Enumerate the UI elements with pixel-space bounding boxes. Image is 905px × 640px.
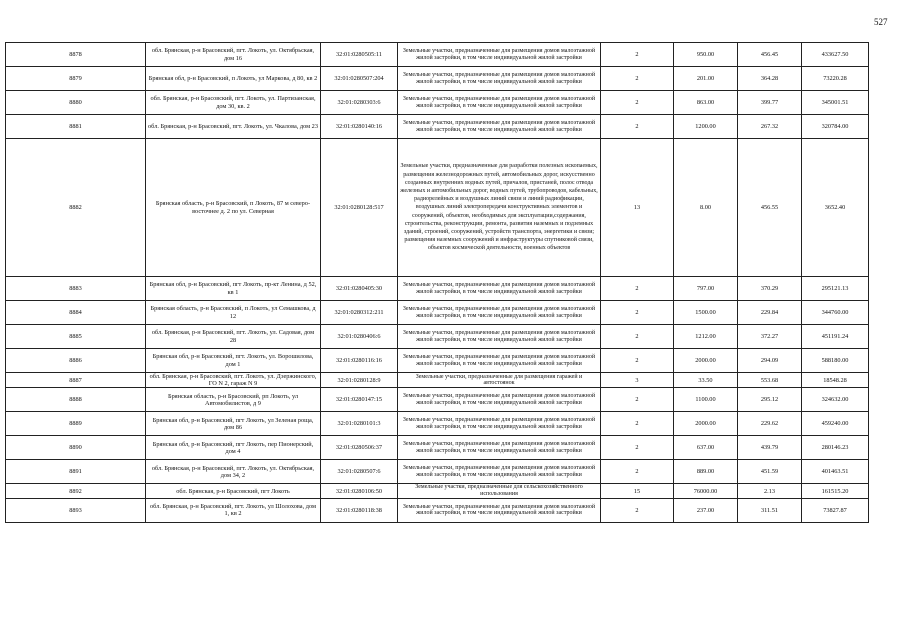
table-row [6,460,869,484]
cadastral-number-cell: 32:01:0280118:38 [321,498,398,522]
purpose-group-cell: 2 [601,301,674,325]
address-cell: Брянская обл, р-н Брасовский, пгт Локоть, пр-кт Ленина, д 52, кв 1 [146,277,321,301]
specific-value-cell: 267.32 [738,115,802,139]
address-cell: обл. Брянская, р-н Брасовский, пгт Локоть [146,484,321,498]
cadastral-value-cell: 433627.50 [802,43,869,67]
cadastral-number-cell: 32:01:0280106:50 [321,484,398,498]
specific-value-cell: 456.55 [738,139,802,277]
cadastral-value-cell: 73827.87 [802,498,869,522]
address-cell: обл. Брянская, р-н Брасовский, пгт. Локоть, ул Шолохова, дом 1, кв 2 [146,498,321,522]
purpose-group-cell: 2 [601,349,674,373]
row-number: 8892 [6,484,146,498]
area-cell: 8.00 [674,139,738,277]
table-row [6,484,869,498]
cadastral-number-cell: 32:01:0280147:15 [321,388,398,412]
table-row [6,139,869,277]
cadastral-number-cell: 32:01:0280312:211 [321,301,398,325]
land-purpose-cell: Земельные участки, предназначенные для размещения домов малоэтажной жилой застройки, в том числе индивидуальной жилой застройки [398,67,601,91]
address-cell: обл. Брянская, р-н Брасовский, пгт. Локоть, ул. Октябрьская, дом 34, 2 [146,460,321,484]
area-cell: 1212.00 [674,325,738,349]
table-row [6,115,869,139]
land-purpose-cell: Земельные участки, предназначенные для размещения домов малоэтажной жилой застройки, в том числе индивидуальной жилой застройки [398,436,601,460]
land-purpose-cell: Земельные участки, предназначенные для размещения домов малоэтажной жилой застройки, в том числе индивидуальной жилой застройки [398,412,601,436]
cadastral-value-cell: 344760.00 [802,301,869,325]
row-number: 8887 [6,373,146,388]
row-number: 8879 [6,67,146,91]
table-body [6,43,869,523]
purpose-group-cell: 2 [601,277,674,301]
area-cell: 950.00 [674,43,738,67]
page-number: 527 [874,17,888,27]
cadastral-value-cell: 320784.00 [802,115,869,139]
row-number: 8888 [6,388,146,412]
address-cell: Брянская область, р-н Брасовский, рп Локоть, ул Автомобилистов, д 9 [146,388,321,412]
land-purpose-cell: Земельные участки, предназначенные для размещения домов малоэтажной жилой застройки, в том числе индивидуальной жилой застройки [398,301,601,325]
address-cell: Брянская обл, р-н Брасовский, пгт. Локоть, ул. Ворошилова, дом 1 [146,349,321,373]
purpose-group-cell: 2 [601,67,674,91]
land-purpose-cell: Земельные участки, предназначенные для размещения домов малоэтажной жилой застройки, в том числе индивидуальной жилой застройки [398,115,601,139]
specific-value-cell: 439.79 [738,436,802,460]
table-row [6,349,869,373]
cadastral-value-cell: 324632.00 [802,388,869,412]
area-cell: 863.00 [674,91,738,115]
purpose-group-cell: 2 [601,325,674,349]
land-purpose-cell: Земельные участки, предназначенные для размещения гаражей и автостоянок [398,373,601,388]
table-row [6,498,869,522]
area-cell: 201.00 [674,67,738,91]
cadastral-value-cell: 451191.24 [802,325,869,349]
cadastral-value-table [5,42,869,523]
purpose-group-cell: 2 [601,498,674,522]
specific-value-cell: 294.09 [738,349,802,373]
cadastral-number-cell: 32:01:0280140:16 [321,115,398,139]
cadastral-number-cell: 32:01:0280505:11 [321,43,398,67]
specific-value-cell: 2.13 [738,484,802,498]
table-row [6,67,869,91]
purpose-group-cell: 13 [601,139,674,277]
table-row [6,373,869,388]
table-row [6,388,869,412]
cadastral-value-cell: 459240.00 [802,412,869,436]
table-row [6,301,869,325]
purpose-group-cell: 2 [601,91,674,115]
address-cell: обл. Брянская, р-н Брасовский, пгт. Локоть, ул. Чкалова, дом 23 [146,115,321,139]
table-row [6,412,869,436]
land-purpose-cell: Земельные участки, предназначенные для разработки полезных ископаемых, размещения железнодорожных путей, автомобильных дорог, искусственно созданных внутренних водных путей, причалов, пристаней, полос отвода железных и автомобильных дорог, водных путей, трубопроводов, кабельных, радиорелейных и воздушных линий связи и линий радиофикации, воздушных линий электропередачи конструктивных элементов и сооружений, объектов, необходимых для эксплуатации,содержания, строительства, реконструкции, ремонта, развития наземных и подземных зданий, строений, сооружений, устройств транспорта, энергетики и связи; размещения наземных сооружений и инфраструктуры спутниковой связи, объектов космической деятельности, военных объектов [398,139,601,277]
purpose-group-cell: 2 [601,43,674,67]
row-number: 8891 [6,460,146,484]
area-cell: 1200.00 [674,115,738,139]
cadastral-number-cell: 32:01:0280116:16 [321,349,398,373]
table-row [6,436,869,460]
specific-value-cell: 451.59 [738,460,802,484]
cadastral-value-cell: 3652.40 [802,139,869,277]
row-number: 8883 [6,277,146,301]
area-cell: 76000.00 [674,484,738,498]
address-cell: Брянская обл, р-н Брасовский, пгт Локоть, пер Пионерский, дом 4 [146,436,321,460]
cadastral-value-cell: 73220.28 [802,67,869,91]
purpose-group-cell: 15 [601,484,674,498]
cadastral-value-cell: 280146.23 [802,436,869,460]
area-cell: 237.00 [674,498,738,522]
specific-value-cell: 364.28 [738,67,802,91]
row-number: 8880 [6,91,146,115]
specific-value-cell: 311.51 [738,498,802,522]
cadastral-value-cell: 588180.00 [802,349,869,373]
purpose-group-cell: 2 [601,388,674,412]
land-purpose-cell: Земельные участки, предназначенные для размещения домов малоэтажной жилой застройки, в том числе индивидуальной жилой застройки [398,388,601,412]
cadastral-value-cell: 345001.51 [802,91,869,115]
area-cell: 33.50 [674,373,738,388]
row-number: 8890 [6,436,146,460]
land-purpose-cell: Земельные участки, предназначенные для размещения домов малоэтажной жилой застройки, в том числе индивидуальной жилой застройки [398,460,601,484]
table-row [6,91,869,115]
specific-value-cell: 372.27 [738,325,802,349]
cadastral-number-cell: 32:01:0280405:30 [321,277,398,301]
cadastral-value-cell: 18548.28 [802,373,869,388]
specific-value-cell: 295.12 [738,388,802,412]
specific-value-cell: 370.29 [738,277,802,301]
area-cell: 2000.00 [674,412,738,436]
cadastral-number-cell: 32:01:0280406:6 [321,325,398,349]
land-purpose-cell: Земельные участки, предназначенные для сельскохозяйственного использования [398,484,601,498]
cadastral-number-cell: 32:01:0280128:517 [321,139,398,277]
table-row [6,43,869,67]
cadastral-number-cell: 32:01:0280128:9 [321,373,398,388]
area-cell: 889.00 [674,460,738,484]
row-number: 8882 [6,139,146,277]
cadastral-number-cell: 32:01:0280101:3 [321,412,398,436]
row-number: 8893 [6,498,146,522]
specific-value-cell: 229.84 [738,301,802,325]
address-cell: Брянская обл, р-н Брасовский, п Локоть, ул Маркова, д 80, кв 2 [146,67,321,91]
cadastral-number-cell: 32:01:0280507:6 [321,460,398,484]
land-purpose-cell: Земельные участки, предназначенные для размещения домов малоэтажной жилой застройки, в том числе индивидуальной жилой застройки [398,349,601,373]
address-cell: Брянская обл, р-н Брасовский, пгт Локоть, ул Зеленая роща, дом 86 [146,412,321,436]
purpose-group-cell: 2 [601,412,674,436]
address-cell: Брянская область, р-н Брасовский, п Локоть, ул Семашкова, д 12 [146,301,321,325]
land-purpose-cell: Земельные участки, предназначенные для размещения домов малоэтажной жилой застройки, в том числе индивидуальной жилой застройки [398,325,601,349]
cadastral-number-cell: 32:01:0280507:204 [321,67,398,91]
cadastral-value-cell: 161515.20 [802,484,869,498]
specific-value-cell: 456.45 [738,43,802,67]
purpose-group-cell: 2 [601,460,674,484]
area-cell: 797.00 [674,277,738,301]
row-number: 8885 [6,325,146,349]
land-purpose-cell: Земельные участки, предназначенные для размещения домов малоэтажной жилой застройки, в том числе индивидуальной жилой застройки [398,91,601,115]
land-purpose-cell: Земельные участки, предназначенные для размещения домов малоэтажной жилой застройки, в том числе индивидуальной жилой застройки [398,43,601,67]
purpose-group-cell: 2 [601,115,674,139]
land-purpose-cell: Земельные участки, предназначенные для размещения домов малоэтажной жилой застройки, в том числе индивидуальной жилой застройки [398,277,601,301]
row-number: 8886 [6,349,146,373]
address-cell: Брянская область, р-н Брасовский, п Локоть, 87 м северо-восточнее д. 2 по ул. Северная [146,139,321,277]
area-cell: 637.00 [674,436,738,460]
area-cell: 1100.00 [674,388,738,412]
specific-value-cell: 229.62 [738,412,802,436]
table-row [6,277,869,301]
row-number: 8889 [6,412,146,436]
row-number: 8884 [6,301,146,325]
specific-value-cell: 553.68 [738,373,802,388]
cadastral-value-cell: 401463.51 [802,460,869,484]
cadastral-value-cell: 295121.13 [802,277,869,301]
cadastral-number-cell: 32:01:0280506:37 [321,436,398,460]
land-purpose-cell: Земельные участки, предназначенные для размещения домов малоэтажной жилой застройки, в том числе индивидуальной жилой застройки [398,498,601,522]
address-cell: обл. Брянская, р-н Брасовский, пгт. Локоть, ул. Дзержинского, ГО N 2, гараж N 9 [146,373,321,388]
row-number: 8878 [6,43,146,67]
purpose-group-cell: 3 [601,373,674,388]
row-number: 8881 [6,115,146,139]
address-cell: обл. Брянская, р-н Брасовский, пгт. Локоть, ул. Октябрьская, дом 16 [146,43,321,67]
address-cell: обл. Брянская, р-н Брасовский, пгт. Локоть, ул. Партизанская, дом 30, кв. 2 [146,91,321,115]
table-row [6,325,869,349]
area-cell: 2000.00 [674,349,738,373]
area-cell: 1500.00 [674,301,738,325]
specific-value-cell: 399.77 [738,91,802,115]
address-cell: обл. Брянская, р-н Брасовский, пгт. Локоть, ул. Садовая, дом 28 [146,325,321,349]
purpose-group-cell: 2 [601,436,674,460]
cadastral-number-cell: 32:01:0280303:6 [321,91,398,115]
